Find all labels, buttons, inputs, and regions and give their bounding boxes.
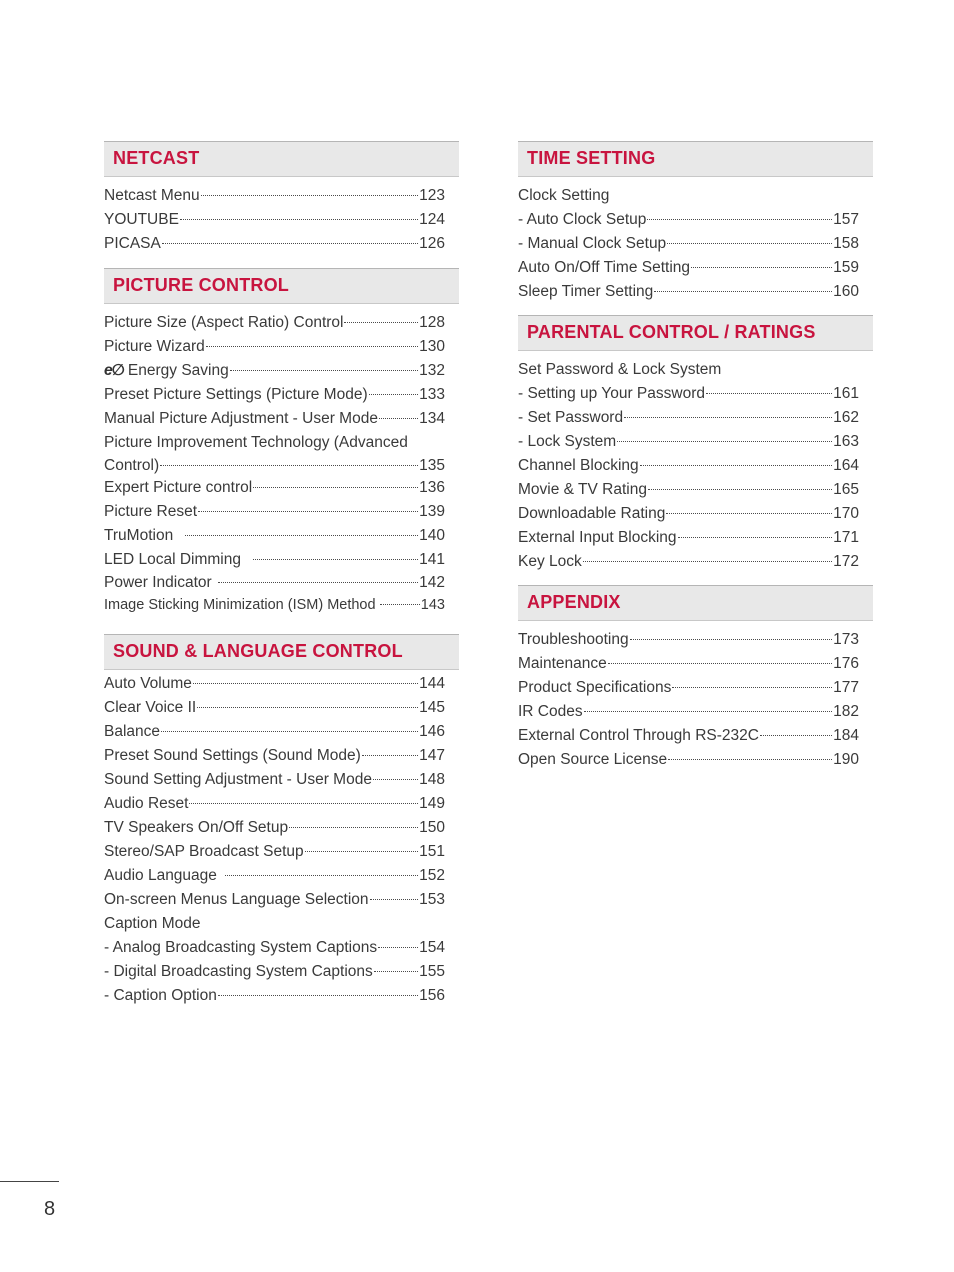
toc-entry[interactable]	[104, 840, 445, 864]
entry-label: On-screen Menus Language Selection	[104, 891, 369, 908]
section-picture-control	[104, 268, 459, 634]
dot-leader	[374, 971, 418, 972]
toc-entry[interactable]	[104, 816, 445, 840]
section-parental-control	[518, 315, 873, 585]
entry-page: 150	[419, 819, 445, 836]
dot-leader	[378, 947, 418, 948]
dot-leader	[380, 604, 420, 605]
entry-page: 147	[419, 747, 445, 764]
entry-label: Netcast Menu	[104, 187, 200, 204]
toc-list	[518, 621, 873, 772]
dot-leader	[253, 559, 418, 560]
toc-entry[interactable]	[104, 208, 445, 232]
section-title: SOUND & LANGUAGE CONTROL	[104, 634, 459, 670]
entry-label: Set Password & Lock System	[518, 361, 722, 378]
entry-page: 152	[419, 867, 445, 884]
dot-leader	[218, 582, 418, 583]
entry-label: Control)	[104, 457, 160, 474]
toc-entry[interactable]	[104, 720, 445, 744]
entry-page: 157	[833, 211, 859, 228]
toc-list	[104, 670, 459, 1008]
entry-label: Preset Picture Settings (Picture Mode)	[104, 386, 368, 403]
entry-label: Preset Sound Settings (Sound Mode)	[104, 747, 361, 764]
dot-leader	[218, 995, 418, 996]
dot-leader	[624, 417, 832, 418]
dot-leader	[584, 711, 833, 712]
entry-page: 170	[833, 505, 859, 522]
toc-entry[interactable]	[104, 744, 445, 768]
dot-leader	[369, 394, 419, 395]
section-title: APPENDIX	[518, 585, 873, 621]
section-title: NETCAST	[104, 141, 459, 177]
dot-leader	[201, 195, 418, 196]
entry-label: Picture Wizard	[104, 338, 205, 355]
toc-entry[interactable]	[518, 280, 859, 304]
toc-entry[interactable]	[518, 430, 859, 454]
toc-entry[interactable]	[518, 478, 859, 502]
toc-entry[interactable]	[104, 524, 445, 548]
toc-entry[interactable]	[518, 256, 859, 280]
dot-leader	[654, 291, 832, 292]
dot-leader	[370, 899, 419, 900]
entry-label: YOUTUBE	[104, 211, 179, 228]
dot-leader	[193, 683, 418, 684]
entry-page: 123	[419, 187, 445, 204]
toc-list	[518, 177, 873, 304]
toc-entry[interactable]	[104, 960, 445, 984]
entry-page: 145	[419, 699, 445, 716]
entry-page: 171	[833, 529, 859, 546]
entry-label: Power Indicator	[104, 574, 212, 591]
right-column	[518, 141, 873, 772]
entry-page: 132	[419, 362, 445, 379]
entry-page: 162	[833, 409, 859, 426]
entry-label: Audio Reset	[104, 795, 189, 812]
dot-leader	[230, 370, 418, 371]
entry-label: Downloadable Rating	[518, 505, 666, 522]
entry-label: Sound Setting Adjustment - User Mode	[104, 771, 372, 788]
entry-label: TruMotion	[104, 527, 174, 544]
dot-leader	[666, 513, 832, 514]
toc-entry[interactable]	[518, 748, 859, 772]
dot-leader	[289, 827, 418, 828]
toc-entry[interactable]	[518, 628, 859, 652]
dot-leader	[253, 487, 418, 488]
entry-label: IR Codes	[518, 703, 583, 720]
page-number: 8	[44, 1198, 56, 1220]
dot-leader	[608, 663, 832, 664]
entry-label: External Input Blocking	[518, 529, 677, 546]
entry-label: - Lock System	[518, 433, 617, 450]
entry-label: Channel Blocking	[518, 457, 639, 474]
toc-entry[interactable]	[104, 500, 445, 524]
entry-label: Picture Reset	[104, 503, 198, 520]
entry-page: 172	[833, 553, 859, 570]
toc-entry[interactable]	[104, 792, 445, 816]
toc-entry[interactable]	[104, 912, 445, 936]
toc-entry[interactable]	[518, 724, 859, 748]
dot-leader	[379, 418, 418, 419]
entry-page: 142	[419, 574, 445, 591]
dot-leader	[197, 707, 418, 708]
entry-page: 149	[419, 795, 445, 812]
entry-page: 139	[419, 503, 445, 520]
entry-page: 176	[833, 655, 859, 672]
entry-label: Auto Volume	[104, 675, 192, 692]
entry-page: 124	[419, 211, 445, 228]
entry-label: Picture Size (Aspect Ratio) Control	[104, 314, 344, 331]
entry-page: 182	[833, 703, 859, 720]
dot-leader	[630, 639, 833, 640]
entry-page: 173	[833, 631, 859, 648]
toc-list	[518, 351, 873, 574]
entry-label: Auto On/Off Time Setting	[518, 259, 691, 276]
entry-page: 146	[419, 723, 445, 740]
dot-leader	[760, 735, 832, 736]
toc-entry[interactable]	[518, 652, 859, 676]
toc-entry[interactable]	[518, 382, 859, 406]
entry-page: 161	[833, 385, 859, 402]
dot-leader	[225, 875, 418, 876]
entry-label: - Manual Clock Setup	[518, 235, 667, 252]
entry-label: Movie & TV Rating	[518, 481, 647, 498]
dot-leader	[206, 346, 418, 347]
section-sound-language	[104, 634, 459, 1008]
toc-entry[interactable]	[518, 232, 859, 256]
toc-entry[interactable]	[104, 572, 445, 593]
entry-page: 130	[419, 338, 445, 355]
entry-label: Sleep Timer Setting	[518, 283, 654, 300]
entry-label: Troubleshooting	[518, 631, 629, 648]
toc-entry[interactable]	[104, 864, 445, 888]
entry-page: 159	[833, 259, 859, 276]
entry-page: 136	[419, 479, 445, 496]
entry-page: 126	[419, 235, 445, 252]
toc-entry[interactable]	[104, 672, 445, 696]
entry-label-text: Energy Saving	[127, 362, 229, 379]
entry-label: Clear Voice II	[104, 699, 197, 716]
toc-entry[interactable]	[518, 184, 859, 208]
toc-list	[104, 177, 459, 256]
entry-label: TV Speakers On/Off Setup	[104, 819, 289, 836]
entry-page: 156	[419, 987, 445, 1004]
dot-leader	[667, 243, 832, 244]
toc-list	[104, 304, 459, 617]
toc-entry[interactable]	[104, 888, 445, 912]
dot-leader	[583, 561, 832, 562]
entry-page: 151	[419, 843, 445, 860]
entry-label: Product Specifications	[518, 679, 672, 696]
toc-entry[interactable]	[518, 676, 859, 700]
entry-label: Clock Setting	[518, 187, 610, 204]
section-appendix	[518, 585, 873, 772]
entry-label: Manual Picture Adjustment - User Mode	[104, 410, 378, 427]
eco-icon: e∅	[104, 362, 124, 379]
toc-entry[interactable]	[104, 383, 445, 407]
entry-page: 158	[833, 235, 859, 252]
entry-label: - Analog Broadcasting System Captions	[104, 939, 378, 956]
dot-leader	[189, 803, 418, 804]
dot-leader	[162, 243, 418, 244]
toc-entry[interactable]	[104, 548, 445, 572]
dot-leader	[185, 535, 418, 536]
entry-label: LED Local Dimming	[104, 551, 241, 568]
toc-entry[interactable]	[104, 476, 445, 500]
toc-entry[interactable]	[104, 407, 445, 431]
section-time-setting	[518, 141, 873, 315]
dot-leader	[672, 687, 832, 688]
dot-leader	[678, 537, 833, 538]
left-column	[104, 141, 459, 1008]
toc-entry-line2[interactable]	[104, 455, 445, 476]
dot-leader	[648, 489, 832, 490]
section-netcast	[104, 141, 459, 268]
toc-entry[interactable]	[104, 768, 445, 792]
entry-page: 155	[419, 963, 445, 980]
toc-entry[interactable]	[518, 406, 859, 430]
toc-entry[interactable]	[518, 454, 859, 478]
entry-page: 163	[833, 433, 859, 450]
entry-label: Caption Mode	[104, 915, 201, 932]
toc-entry[interactable]	[518, 358, 859, 382]
toc-entry[interactable]	[104, 359, 445, 383]
toc-entry[interactable]	[518, 526, 859, 550]
dot-leader	[668, 759, 832, 760]
section-title: PARENTAL CONTROL / RATINGS	[518, 315, 873, 351]
toc-entry[interactable]	[104, 232, 445, 256]
toc-entry[interactable]	[104, 311, 445, 335]
entry-page: 190	[833, 751, 859, 768]
toc-entry[interactable]	[104, 335, 445, 359]
entry-label: Expert Picture control	[104, 479, 253, 496]
dot-leader	[706, 393, 832, 394]
dot-leader	[305, 851, 419, 852]
dot-leader	[362, 755, 418, 756]
entry-label: Open Source License	[518, 751, 668, 768]
entry-page: 133	[419, 386, 445, 403]
entry-page: 154	[419, 939, 445, 956]
toc-entry[interactable]	[518, 208, 859, 232]
entry-page: 144	[419, 675, 445, 692]
entry-label: Key Lock	[518, 553, 582, 570]
toc-entry[interactable]	[104, 696, 445, 720]
entry-label: Picture Improvement Technology (Advanced	[104, 434, 408, 451]
entry-page: 143	[420, 597, 445, 613]
toc-entry[interactable]	[104, 984, 445, 1008]
dot-leader	[160, 465, 418, 466]
entry-label: - Digital Broadcasting System Captions	[104, 963, 373, 980]
section-title: PICTURE CONTROL	[104, 268, 459, 304]
entry-page: 184	[833, 727, 859, 744]
toc-entry[interactable]	[104, 184, 445, 208]
entry-page: 165	[833, 481, 859, 498]
entry-label: Balance	[104, 723, 161, 740]
toc-entry[interactable]	[104, 593, 445, 617]
entry-label: PICASA	[104, 235, 161, 252]
entry-label: External Control Through RS-232C	[518, 727, 759, 744]
entry-page: 164	[833, 457, 859, 474]
dot-leader	[373, 779, 418, 780]
toc-entry[interactable]	[518, 550, 859, 574]
entry-label: - Auto Clock Setup	[518, 211, 647, 228]
dot-leader	[617, 441, 832, 442]
entry-page: 140	[419, 527, 445, 544]
entry-page: 153	[419, 891, 445, 908]
entry-page: 141	[419, 551, 445, 568]
dot-leader	[647, 219, 832, 220]
section-title: TIME SETTING	[518, 141, 873, 177]
dot-leader	[344, 322, 418, 323]
entry-label: - Caption Option	[104, 987, 217, 1004]
dot-leader	[640, 465, 832, 466]
toc-entry[interactable]	[518, 502, 859, 526]
entry-page: 134	[419, 410, 445, 427]
toc-entry[interactable]	[518, 700, 859, 724]
entry-label: Image Sticking Minimization (ISM) Method	[104, 597, 376, 613]
entry-page: 177	[833, 679, 859, 696]
entry-label: Audio Language	[104, 867, 217, 884]
toc-entry[interactable]	[104, 936, 445, 960]
entry-page: 148	[419, 771, 445, 788]
entry-page: 128	[419, 314, 445, 331]
entry-label: - Set Password	[518, 409, 624, 426]
entry-label: - Setting up Your Password	[518, 385, 705, 402]
dot-leader	[180, 219, 418, 220]
entry-page: 135	[419, 457, 445, 474]
footer-rule	[0, 1181, 59, 1182]
dot-leader	[198, 511, 418, 512]
entry-label: Maintenance	[518, 655, 607, 672]
dot-leader	[691, 267, 832, 268]
entry-label	[104, 359, 229, 383]
entry-label: Stereo/SAP Broadcast Setup	[104, 843, 304, 860]
dot-leader	[161, 731, 418, 732]
entry-page: 160	[833, 283, 859, 300]
toc-entry-line1[interactable]	[104, 431, 445, 455]
